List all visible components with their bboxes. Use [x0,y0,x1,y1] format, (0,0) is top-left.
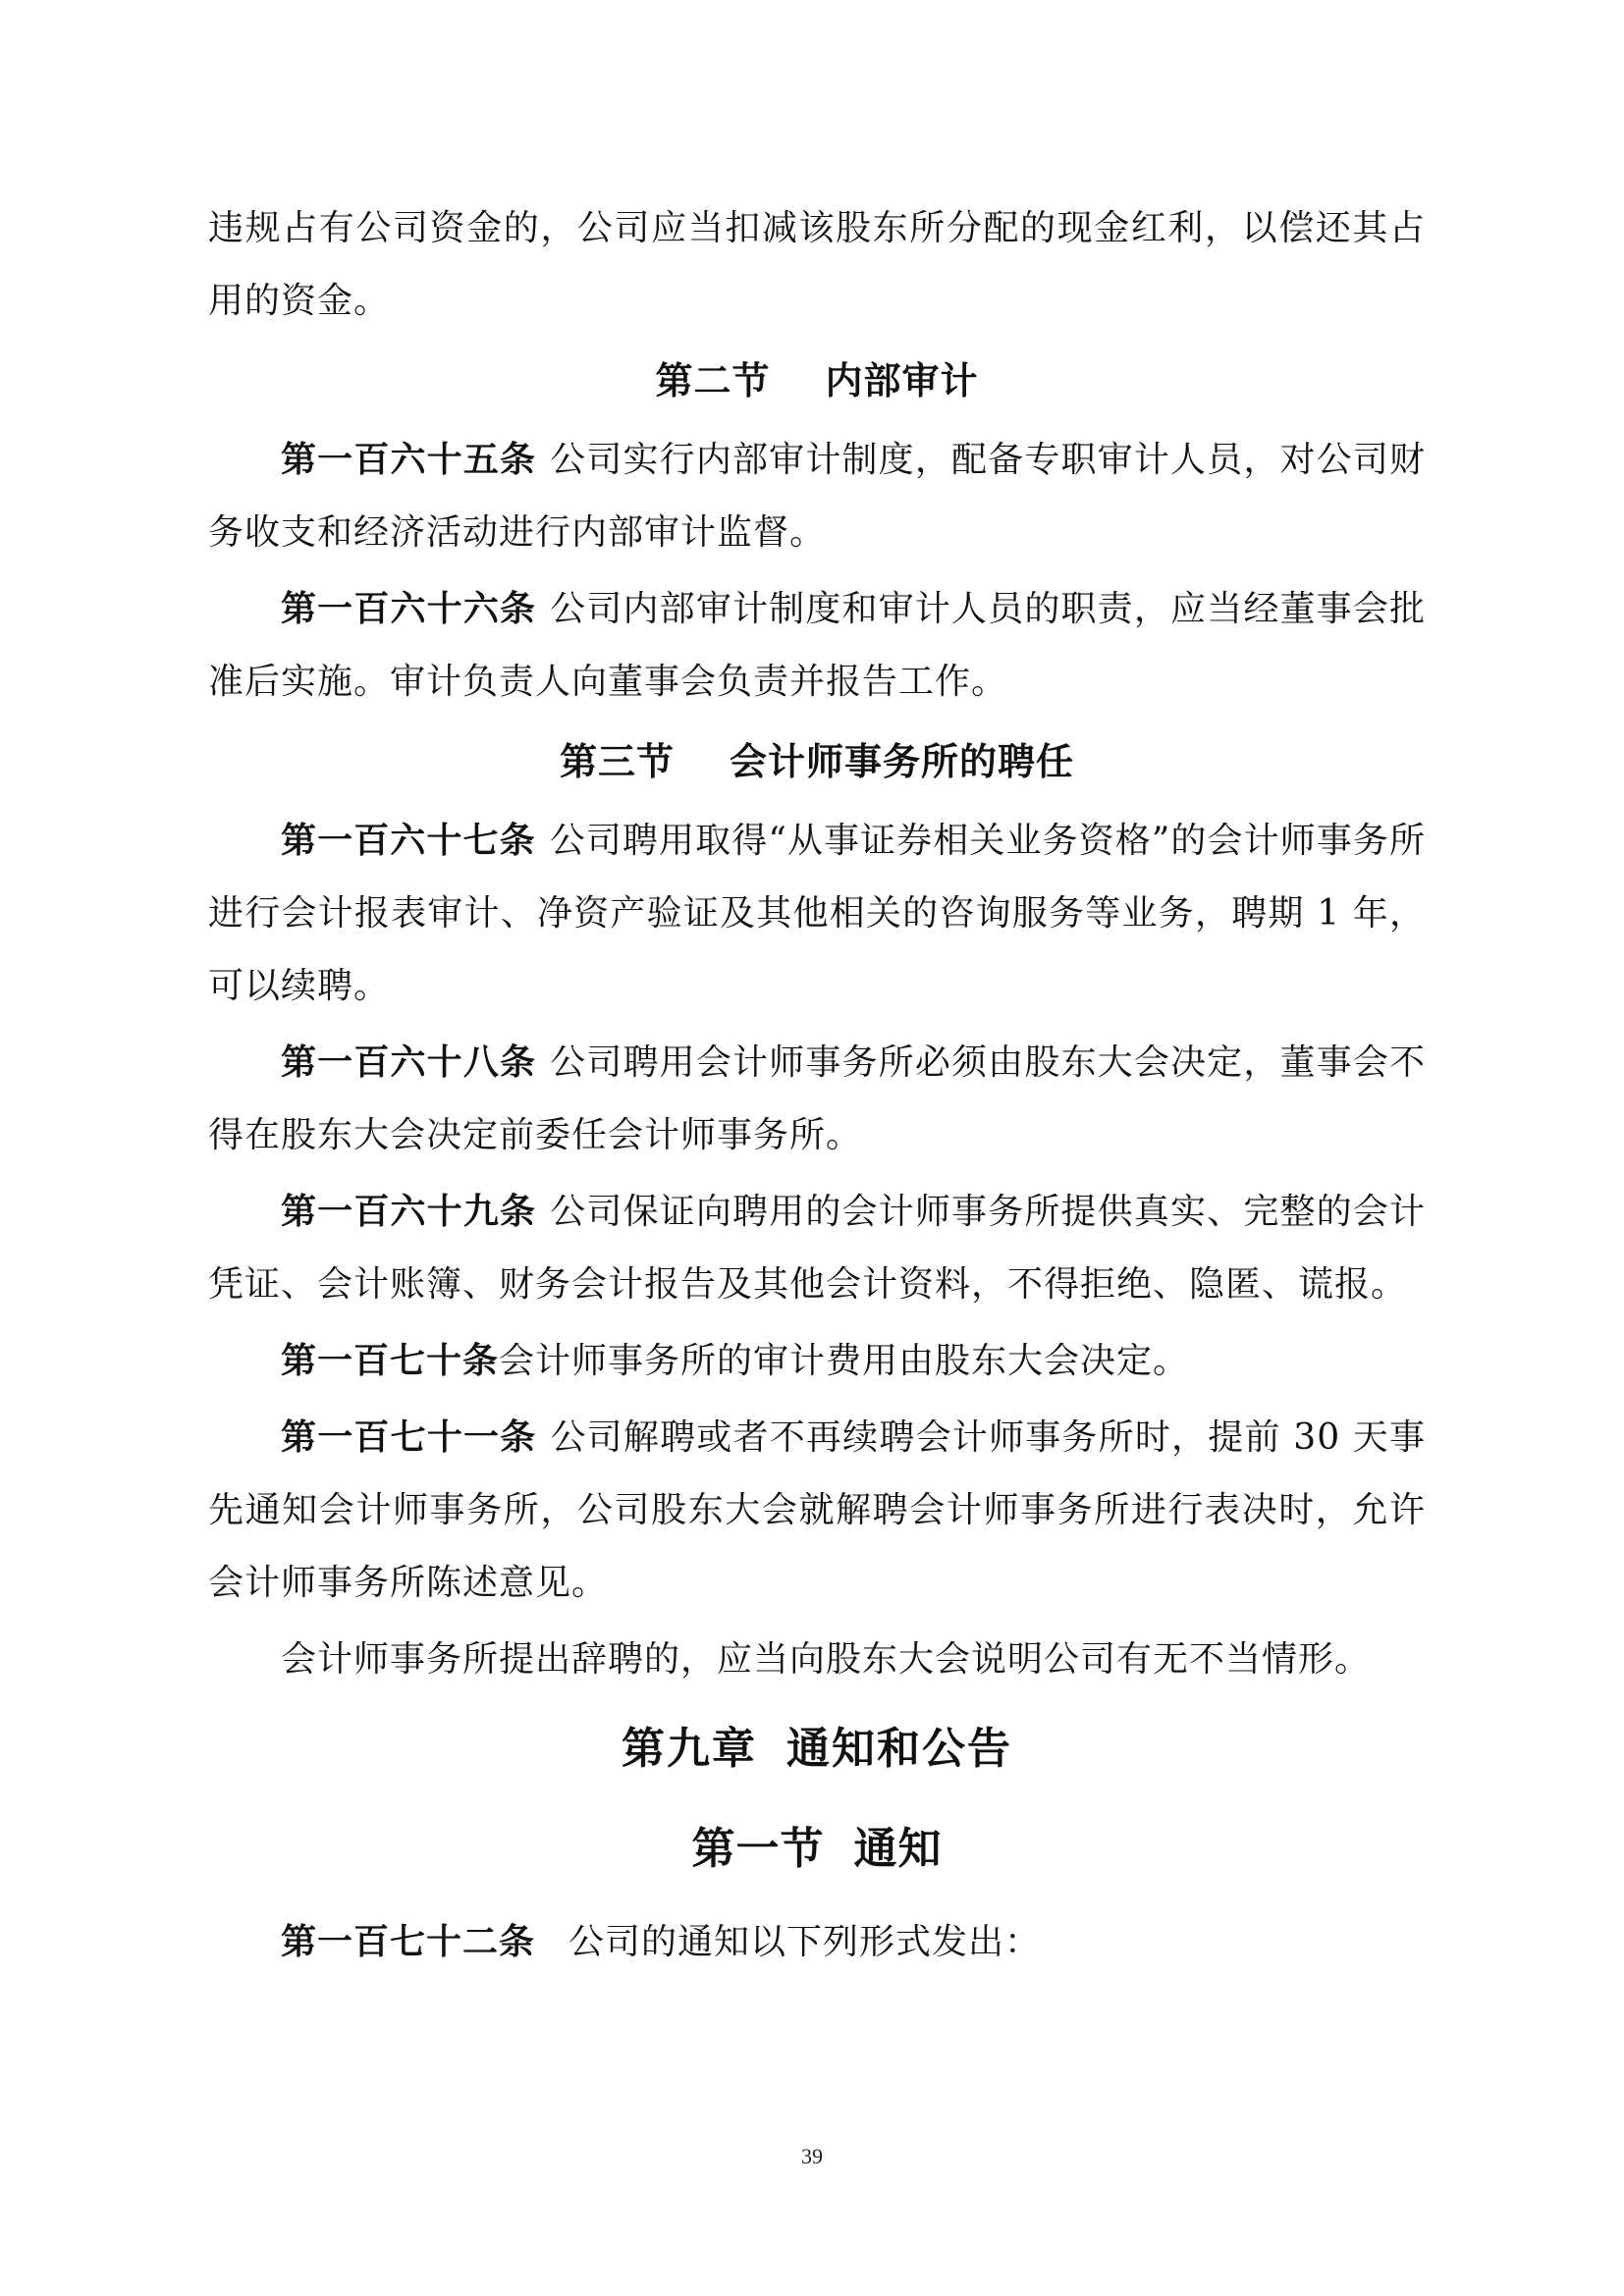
chapter-prefix: 第九章 [622,1724,757,1774]
article-number: 第一百七十条 [281,1341,500,1381]
section-prefix: 第三节 [559,740,675,783]
article-number: 第一百六十七条 [281,821,536,861]
section-heading-internal-audit [208,342,1426,420]
article-169 [208,1176,1426,1321]
chapter-title-text: 通知和公告 [786,1724,1012,1774]
article-number: 第一百六十五条 [281,440,537,480]
section-prefix: 第二节 [655,359,771,402]
article-number: 第一百六十八条 [281,1042,537,1083]
article-165 [208,424,1426,569]
article-text: 会计师事务所的审计费用由股东大会决定。 [499,1341,1190,1381]
section-heading-notice [208,1802,1426,1896]
continuation-paragraph [208,192,1426,338]
article-text: 公司保证向聘用的会计师事务所提供真实、完整的会计凭证、会计账簿、财务会计报告及其他会计资料，不得拒绝、隐匿、谎报。 [208,1192,1426,1305]
article-number: 第一百七十二条 [281,1922,536,1962]
section-prefix: 第一节 [691,1824,825,1874]
article-166 [208,573,1426,719]
article-number: 第一百七十一条 [281,1417,537,1458]
article-number: 第一百六十九条 [281,1192,537,1232]
article-number: 第一百六十六条 [281,589,537,629]
article-text: 公司的通知以下列形式发出： [568,1922,1042,1962]
page-content [208,192,1426,1983]
article-text: 会计师事务所提出辞聘的，应当向股东大会说明公司有无不当情形。 [281,1639,1372,1680]
article-168 [208,1027,1426,1172]
article-text: 公司实行内部审计制度，配备专职审计人员，对公司财务收支和经济活动进行内部审计监督。 [208,440,1426,553]
article-text: 公司解聘或者不再续聘会计师事务所时，提前 30 天事先通知会计师事务所，公司股东大会就解聘会计师事务所进行表决时，允许会计师事务所陈述意见。 [208,1417,1426,1603]
article-text: 公司聘用会计师事务所必须由股东大会决定，董事会不得在股东大会决定前委任会计师事务所。 [208,1042,1426,1155]
section-heading-accounting-firm [208,722,1426,801]
article-171-paragraph-2 [208,1624,1426,1696]
article-167 [208,805,1426,1023]
section-title-text: 通知 [853,1824,943,1874]
article-172 [208,1906,1426,1979]
section-title-text: 内部审计 [825,359,979,402]
article-170 [208,1325,1426,1398]
section-title-text: 会计师事务所的聘任 [730,740,1075,783]
article-text: 公司内部审计制度和审计人员的职责，应当经董事会批准后实施。审计负责人向董事会负责并报告工作。 [208,589,1426,702]
article-171 [208,1402,1426,1620]
article-text: 公司聘用取得“从事证券相关业务资格”的会计师事务所进行会计报表审计、净资产验证及其他相关的咨询服务等业务，聘期 1 年，可以续聘。 [208,821,1426,1006]
page-number: 39 [801,2144,823,2168]
chapter-heading-notices [208,1702,1426,1796]
continuation-text: 违规占有公司资金的，公司应当扣减该股东所分配的现金红利，以偿还其占用的资金。 [208,208,1426,321]
